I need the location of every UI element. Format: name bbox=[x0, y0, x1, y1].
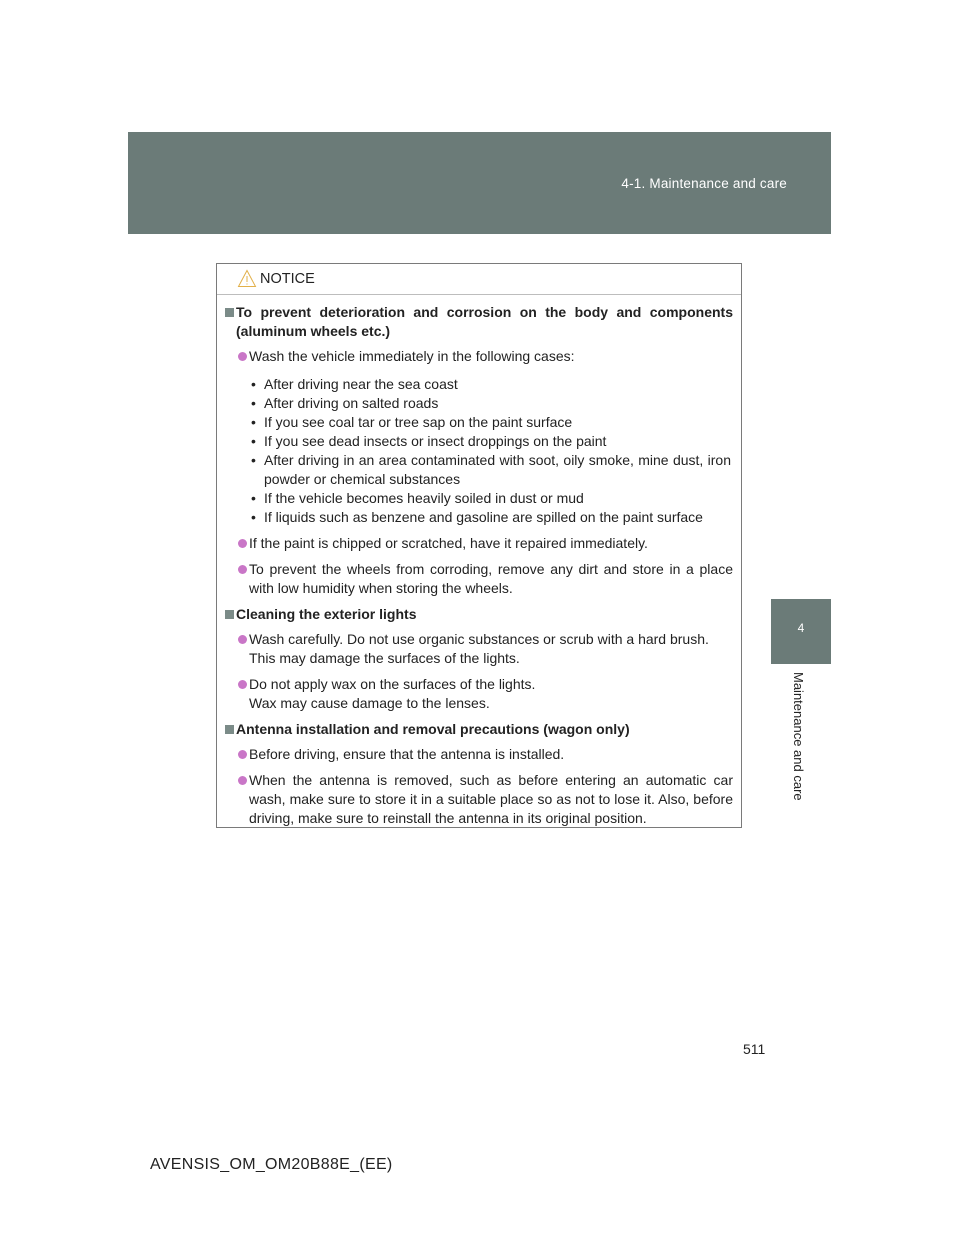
notice-title: NOTICE bbox=[260, 271, 315, 287]
sub-list-item: • If you see dead insects or insect droppings on the paint bbox=[251, 433, 607, 449]
sub-list-item: • If liquids such as benzene and gasoline are spilled on the paint surface bbox=[251, 509, 703, 525]
list-item: Wash the vehicle immediately in the following cases: bbox=[217, 347, 741, 366]
square-bullet-icon bbox=[225, 610, 234, 619]
header-band bbox=[128, 132, 831, 234]
square-bullet-icon bbox=[225, 308, 234, 317]
list-item: Wash carefully. Do not use organic substances or scrub with a hard brush. This may damage the surfaces of the lights. bbox=[217, 630, 741, 668]
notice-divider bbox=[217, 294, 741, 295]
chapter-label-text: Maintenance and care bbox=[791, 672, 806, 801]
square-bullet-icon bbox=[225, 725, 234, 734]
document-code: AVENSIS_OM_OM20B88E_(EE) bbox=[150, 1156, 393, 1173]
round-bullet-icon bbox=[238, 635, 247, 644]
chapter-number: 4 bbox=[797, 621, 805, 635]
notice-content bbox=[217, 303, 741, 835]
list-item: Before driving, ensure that the antenna is installed. bbox=[217, 745, 741, 764]
warning-icon bbox=[237, 269, 257, 288]
sub-list-item: • After driving near the sea coast bbox=[251, 376, 458, 392]
section-heading: Cleaning the exterior lights bbox=[217, 605, 741, 624]
sub-list-item: • If you see coal tar or tree sap on the paint surface bbox=[251, 414, 573, 430]
notice-header bbox=[217, 264, 741, 294]
round-bullet-icon bbox=[238, 539, 247, 548]
list-item: Do not apply wax on the surfaces of the lights. Wax may cause damage to the lenses. bbox=[217, 675, 741, 713]
list-item: When the antenna is removed, such as before entering an automatic car wash, make sure to store it in a suitable place so as not to lose it. Also, before driving, make sure to reinstall the antenna in its original position. bbox=[217, 771, 741, 828]
list-item: To prevent the wheels from corroding, remove any dirt and store in a place with low humidity when storing the wheels. bbox=[217, 560, 741, 598]
section-heading: To prevent deterioration and corrosion on the body and components (aluminum wheels etc.) bbox=[217, 303, 741, 341]
page-number: 511 bbox=[743, 1041, 766, 1057]
round-bullet-icon bbox=[238, 680, 247, 689]
list-item: If the paint is chipped or scratched, have it repaired immediately. bbox=[217, 534, 741, 553]
notice-box bbox=[216, 263, 742, 828]
sub-list bbox=[217, 375, 741, 527]
chapter-tab bbox=[771, 599, 831, 664]
sub-list-item: • After driving in an area contaminated with soot, oily smoke, mine dust, iron powder or chemical substances bbox=[251, 452, 731, 487]
sub-list-item: • If the vehicle becomes heavily soiled in dust or mud bbox=[251, 490, 584, 506]
round-bullet-icon bbox=[238, 565, 247, 574]
round-bullet-icon bbox=[238, 750, 247, 759]
round-bullet-icon bbox=[238, 776, 247, 785]
round-bullet-icon bbox=[238, 352, 247, 361]
sub-list-item: • After driving on salted roads bbox=[251, 395, 439, 411]
section-title: 4-1. Maintenance and care bbox=[621, 176, 787, 191]
chapter-label bbox=[780, 672, 820, 822]
section-heading: Antenna installation and removal precautions (wagon only) bbox=[217, 720, 741, 739]
